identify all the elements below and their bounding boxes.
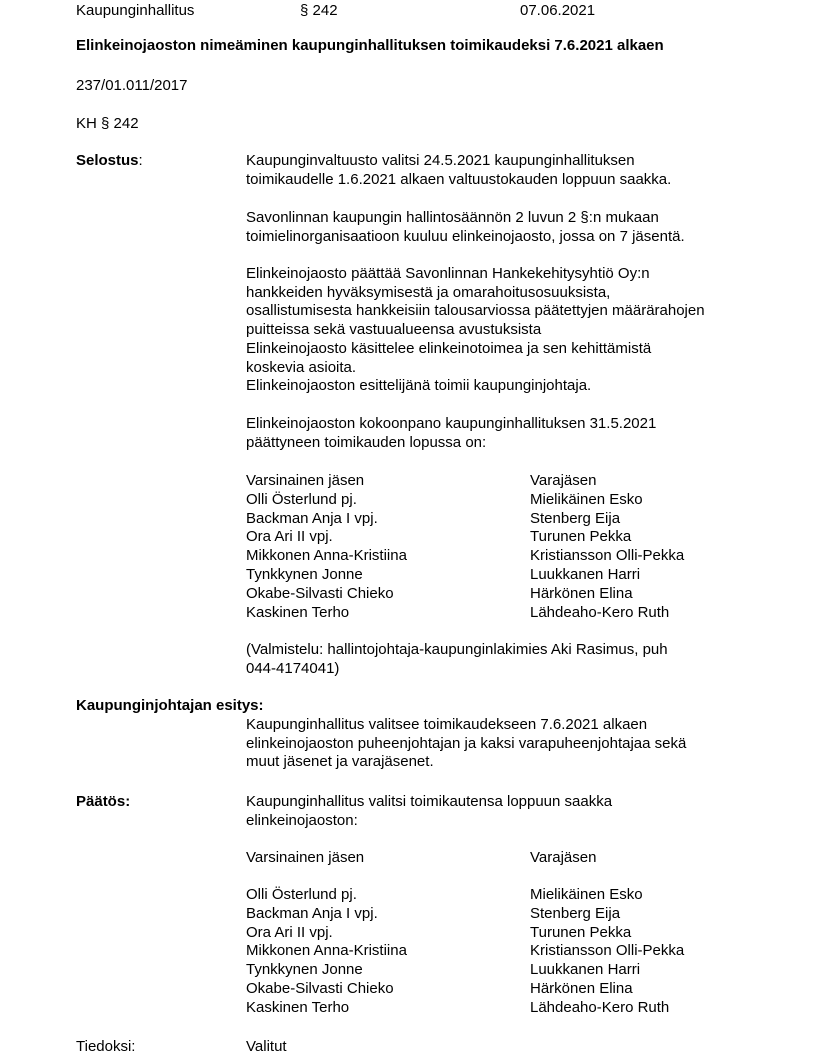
tiedoksi-value: Valitut: [246, 1038, 287, 1055]
member-name: Ora Ari II vpj.: [246, 923, 333, 941]
table-row: [246, 905, 766, 924]
deputy-name: Mielikäinen Esko: [530, 886, 643, 903]
paragraph-line: koskevia asioita.: [246, 358, 357, 376]
table-row: [246, 886, 766, 905]
deputy-name: Turunen Pekka: [530, 923, 632, 941]
esitys-text: [246, 716, 746, 772]
member-name: Ora Ari II vpj.: [246, 528, 333, 546]
column-header-member: Varsinainen jäsen: [246, 472, 365, 489]
table-row: [246, 566, 766, 585]
paragraph-line: muut jäsenet ja varajäsenet.: [246, 753, 434, 771]
member-name: Olli Österlund pj.: [246, 490, 357, 508]
table-row: [246, 547, 766, 566]
paatos-label: Päätös:: [76, 793, 131, 810]
table-row: [246, 961, 766, 980]
deputy-name: Luukkanen Harri: [530, 961, 641, 979]
kh-reference: KH § 242: [76, 115, 139, 132]
header-section: § 242: [300, 2, 338, 19]
document-title: Elinkeinojaoston nimeäminen kaupunginhallituksen toimikaudeksi 7.6.2021 alkaen: [76, 37, 664, 54]
paragraph-line: päättyneen toimikauden lopussa on:: [246, 433, 487, 451]
deputy-name: Kristiansson Olli-Pekka: [530, 942, 685, 960]
esitys-label: Kaupunginjohtajan esitys:: [76, 697, 264, 714]
deputy-name: Stenberg Eija: [530, 904, 621, 922]
table-header-row: [246, 472, 766, 491]
table-row: [246, 510, 766, 529]
table-row: [246, 980, 766, 999]
paatos-members-table: [246, 886, 766, 1018]
member-name: Olli Österlund pj.: [246, 886, 357, 903]
deputy-name: Stenberg Eija: [530, 509, 621, 527]
paragraph-line: Savonlinnan kaupungin hallintosäännön 2 luvun 2 §:n mukaan: [246, 209, 659, 226]
valmistelu-note: [246, 641, 746, 678]
tiedoksi-label: Tiedoksi:: [76, 1038, 136, 1055]
paatos-table-header: [246, 849, 766, 868]
paragraph-line: Kaupunginhallitus valitsi toimikautensa loppuun saakka: [246, 793, 613, 810]
selostus-members-table: [246, 472, 766, 622]
selostus-label: [76, 152, 143, 169]
column-header-member: Varsinainen jäsen: [246, 849, 365, 866]
member-name: Tynkkynen Jonne: [246, 961, 363, 979]
diary-number: 237/01.011/2017: [76, 77, 188, 94]
deputy-name: Härkönen Elina: [530, 979, 633, 997]
paragraph-line: Kaupunginhallitus valitsee toimikaudekseen 7.6.2021 alkaen: [246, 716, 648, 733]
paragraph-line: hankkeiden hyväksymisestä ja omarahoitusosuuksista,: [246, 283, 611, 301]
selostus-paragraph-2: [246, 209, 746, 246]
deputy-name: Lähdeaho-Kero Ruth: [530, 603, 670, 621]
deputy-name: Lähdeaho-Kero Ruth: [530, 998, 670, 1016]
column-header-deputy: Varajäsen: [530, 849, 597, 866]
paragraph-line: puitteissa sekä vastuualueensa avustuksista: [246, 321, 542, 339]
deputy-name: Kristiansson Olli-Pekka: [530, 547, 685, 565]
paragraph-line: (Valmistelu: hallintojohtaja-kaupunginlakimies Aki Rasimus, puh: [246, 641, 668, 658]
column-header-deputy: Varajäsen: [530, 472, 597, 489]
deputy-name: Mielikäinen Esko: [530, 490, 643, 508]
member-name: Tynkkynen Jonne: [246, 565, 363, 583]
paragraph-line: Kaupunginvaltuusto valitsi 24.5.2021 kaupunginhallituksen: [246, 152, 635, 169]
table-row: [246, 942, 766, 961]
table-row: [246, 604, 766, 623]
member-name: Okabe-Silvasti Chieko: [246, 979, 394, 997]
table-row: [246, 491, 766, 510]
selostus-label-colon: :: [138, 152, 143, 169]
selostus-paragraph-3: [246, 265, 746, 396]
selostus-paragraph-1: [246, 152, 746, 189]
paragraph-line: Elinkeinojaoston kokoonpano kaupunginhallituksen 31.5.2021: [246, 415, 657, 432]
deputy-name: Turunen Pekka: [530, 528, 632, 546]
table-row: [246, 528, 766, 547]
member-name: Kaskinen Terho: [246, 998, 350, 1016]
paatos-text: [246, 793, 746, 830]
paragraph-line: Elinkeinojaosto käsittelee elinkeinotoimea ja sen kehittämistä: [246, 339, 652, 357]
paragraph-line: toimielinorganisaatioon kuuluu elinkeinojaosto, jossa on 7 jäsentä.: [246, 227, 685, 245]
table-row: [246, 585, 766, 604]
deputy-name: Härkönen Elina: [530, 584, 633, 602]
table-header-row: [246, 849, 766, 868]
header-organ: Kaupunginhallitus: [76, 2, 195, 19]
paragraph-line: osallistumisesta hankkeisiin talousarviossa päätettyjen määrärahojen: [246, 302, 705, 320]
table-row: [246, 924, 766, 943]
table-row: [246, 999, 766, 1018]
paragraph-line: elinkeinojaoston:: [246, 811, 358, 829]
member-name: Mikkonen Anna-Kristiina: [246, 547, 407, 565]
paragraph-line: toimikaudelle 1.6.2021 alkaen valtuustokauden loppuun saakka.: [246, 170, 672, 188]
paragraph-line: 044-4174041): [246, 659, 340, 677]
paragraph-line: elinkeinojaoston puheenjohtajan ja kaksi varapuheenjohtajaa sekä: [246, 734, 687, 752]
paragraph-line: Elinkeinojaosto päättää Savonlinnan Hankekehitysyhtiö Oy:n: [246, 265, 650, 282]
selostus-label-text: Selostus: [76, 152, 139, 169]
member-name: Backman Anja I vpj.: [246, 904, 378, 922]
paragraph-line: Elinkeinojaoston esittelijänä toimii kaupunginjohtaja.: [246, 377, 592, 395]
deputy-name: Luukkanen Harri: [530, 565, 641, 583]
selostus-paragraph-4: [246, 415, 746, 452]
member-name: Backman Anja I vpj.: [246, 509, 378, 527]
header-date: 07.06.2021: [520, 2, 596, 19]
member-name: Okabe-Silvasti Chieko: [246, 584, 394, 602]
member-name: Kaskinen Terho: [246, 603, 350, 621]
member-name: Mikkonen Anna-Kristiina: [246, 942, 407, 960]
